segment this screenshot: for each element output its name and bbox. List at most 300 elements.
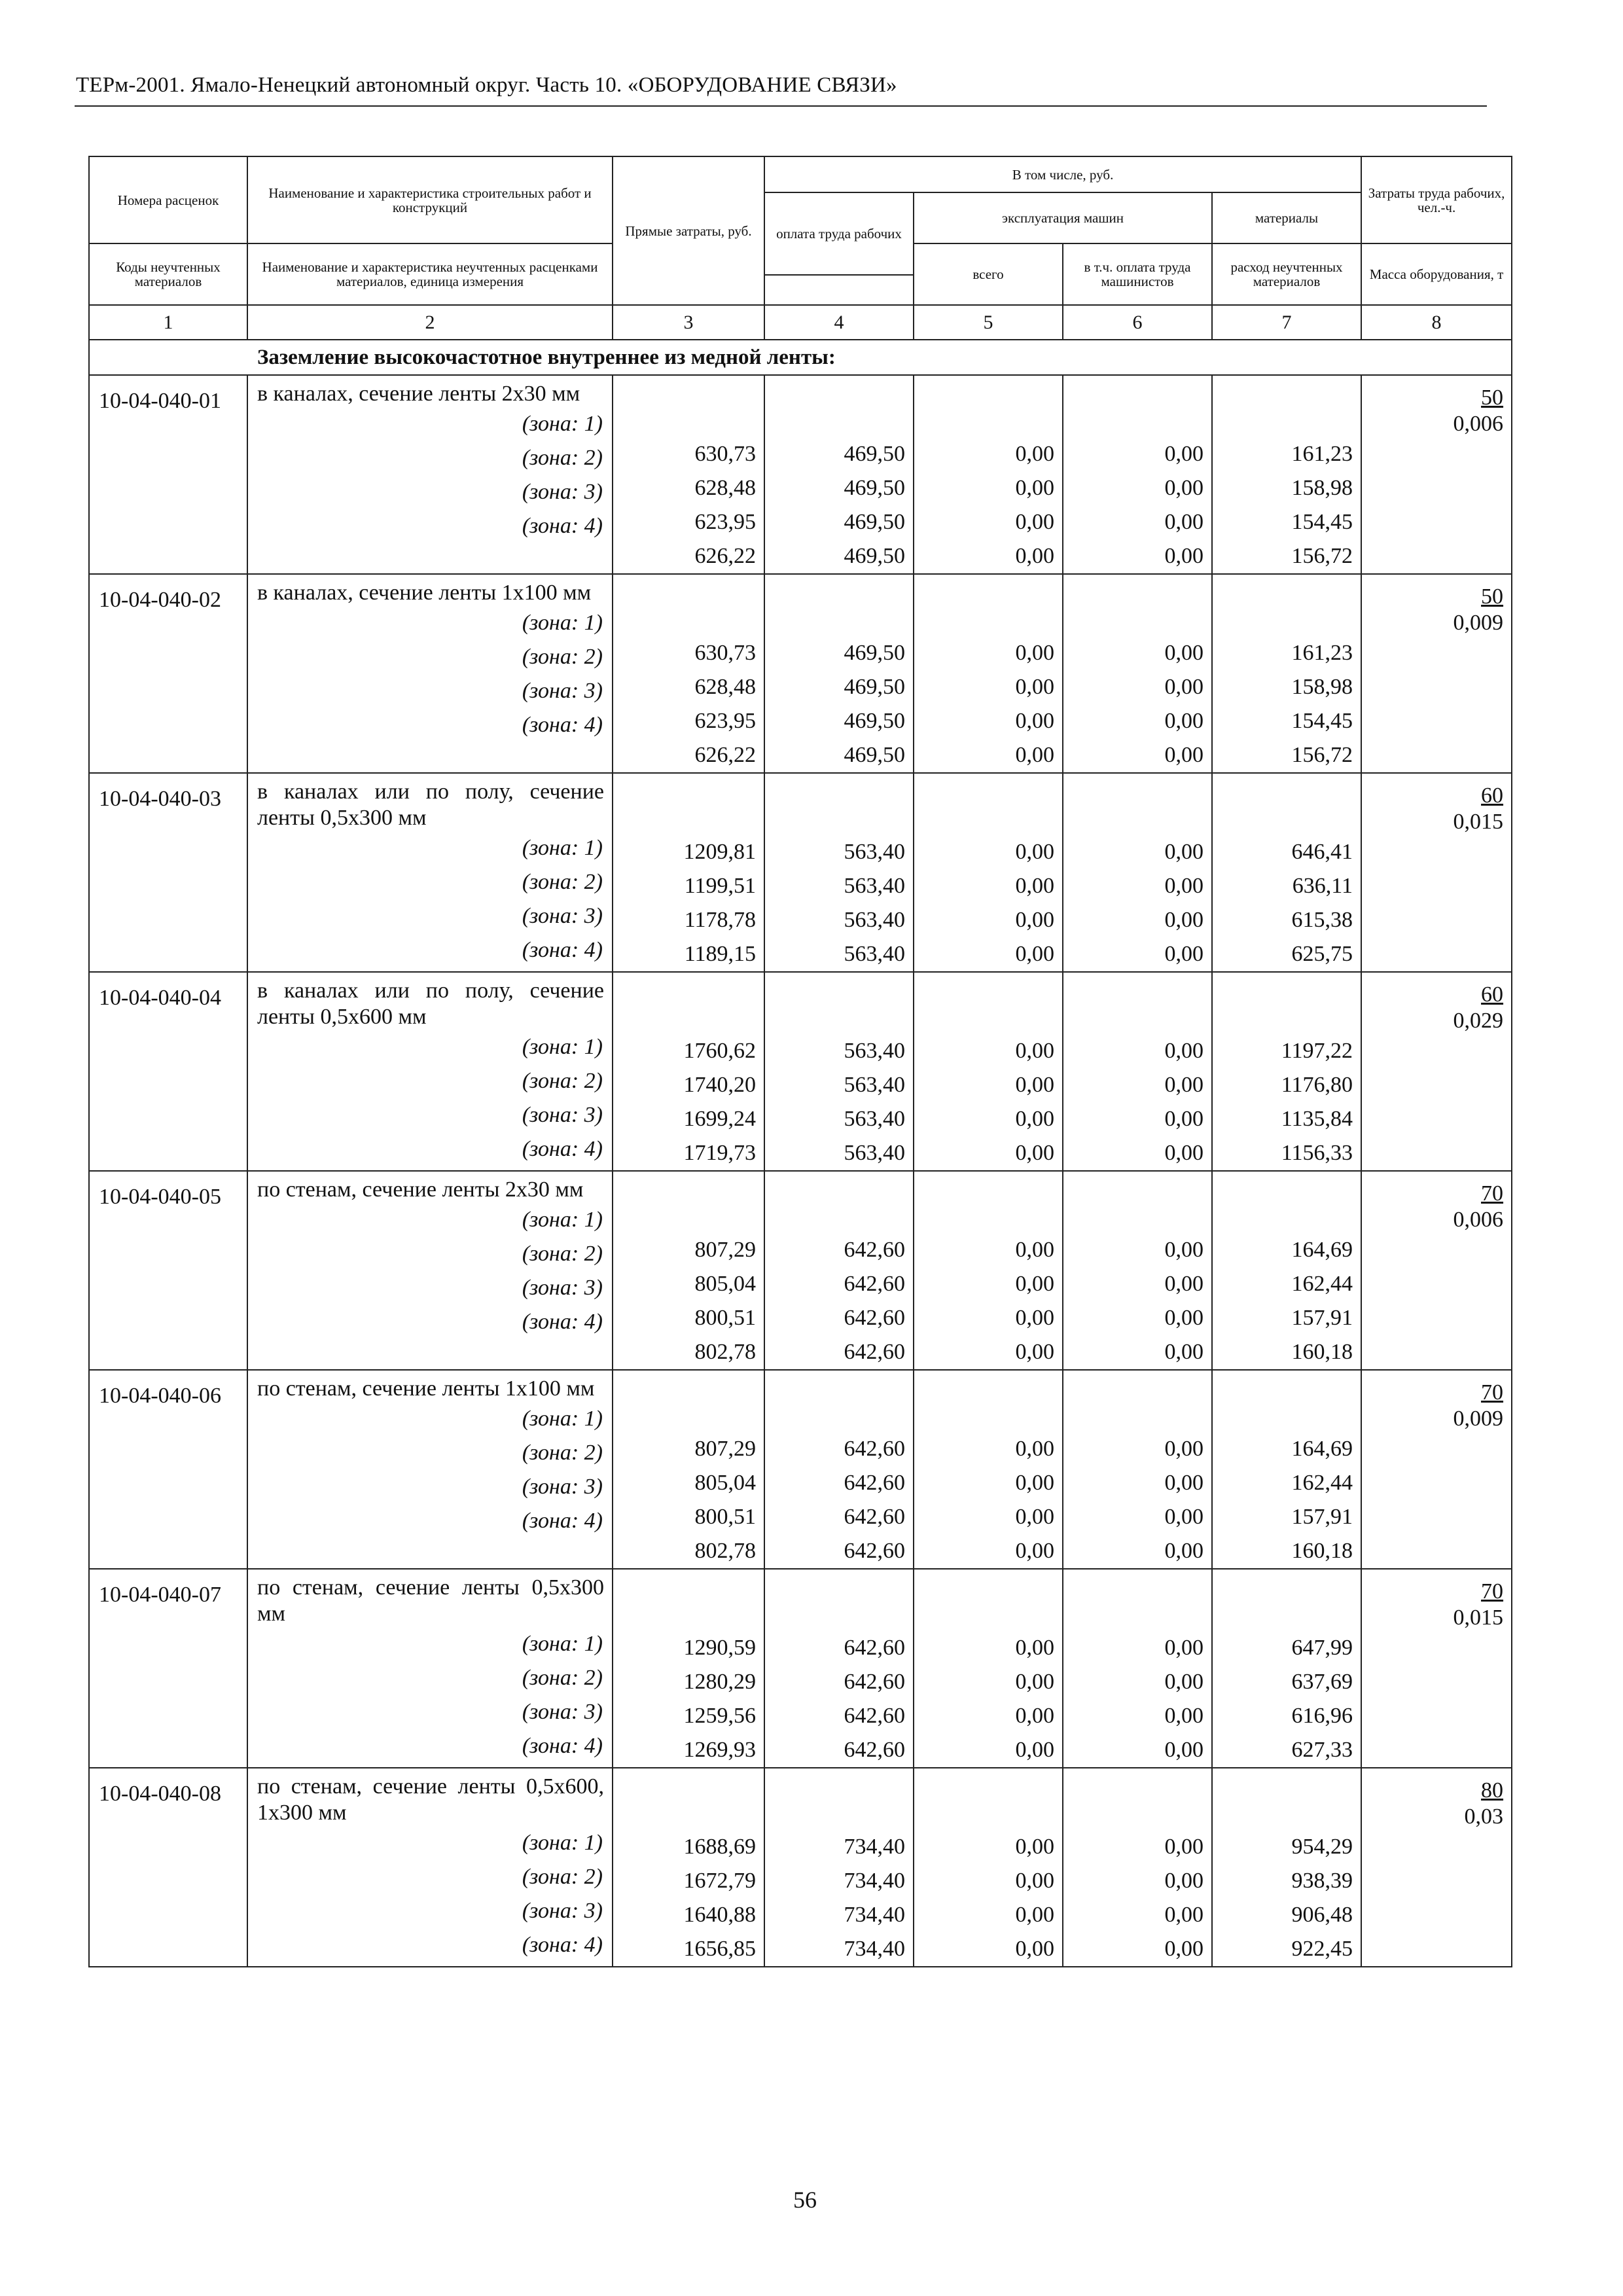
materials-value: 625,75	[1291, 942, 1353, 966]
operators-cell	[1063, 574, 1212, 773]
direct-value: 623,95	[694, 709, 756, 733]
spacer	[914, 1570, 1054, 1631]
direct-value: 1259,56	[683, 1704, 756, 1728]
column-number: 8	[1361, 305, 1512, 340]
labor-costs-value: 70	[1481, 1380, 1504, 1405]
machines-cell	[914, 1768, 1063, 1967]
direct-value: 1672,79	[683, 1869, 756, 1893]
header-work-name: Наименование и характеристика строительных работ и конструкций	[247, 156, 613, 243]
operators-value: 0,00	[1164, 840, 1204, 864]
rate-entry-row	[89, 1370, 1512, 1569]
direct-cell	[613, 972, 764, 1171]
wages-value: 469,50	[844, 675, 905, 699]
rate-code: 10-04-040-05	[89, 1171, 247, 1370]
operators-value: 0,00	[1164, 442, 1204, 466]
materials-cell	[1212, 773, 1361, 972]
machines-value: 0,00	[1015, 874, 1054, 898]
zone-label: (зона: 1)	[522, 1407, 603, 1431]
wages-value: 469,50	[844, 743, 905, 767]
spacer	[914, 376, 1054, 437]
rate-code: 10-04-040-07	[89, 1569, 247, 1768]
materials-value: 156,72	[1291, 544, 1353, 568]
direct-value: 630,73	[694, 641, 756, 665]
direct-value: 807,29	[694, 1437, 756, 1461]
operators-value: 0,00	[1164, 743, 1204, 767]
machines-value: 0,00	[1015, 1539, 1054, 1563]
wages-value: 563,40	[844, 840, 905, 864]
materials-cell	[1212, 1768, 1361, 1967]
direct-value: 805,04	[694, 1272, 756, 1296]
wages-value: 563,40	[844, 942, 905, 966]
materials-value: 646,41	[1291, 840, 1353, 864]
rate-description-cell	[247, 1370, 613, 1569]
machines-value: 0,00	[1015, 942, 1054, 966]
spacer	[1213, 575, 1353, 636]
header-equipment-mass: Масса оборудования, т	[1361, 243, 1512, 305]
labor-costs-value: 60	[1481, 982, 1504, 1007]
operators-value: 0,00	[1164, 675, 1204, 699]
rate-code: 10-04-040-06	[89, 1370, 247, 1569]
wages-value: 642,60	[844, 1340, 905, 1364]
zone-label: (зона: 1)	[522, 1632, 603, 1656]
direct-value: 1688,69	[683, 1835, 756, 1859]
spacer	[1213, 973, 1353, 1034]
spacer	[613, 376, 756, 437]
zone-label: (зона: 3)	[522, 1899, 603, 1923]
zone-label: (зона: 2)	[522, 1242, 603, 1266]
labor-mass-cell	[1361, 773, 1512, 972]
spacer	[765, 1371, 905, 1432]
labor-mass-cell	[1361, 1171, 1512, 1370]
operators-cell	[1063, 375, 1212, 574]
zone-label: (зона: 2)	[522, 1865, 603, 1889]
column-number: 6	[1063, 305, 1212, 340]
direct-cell	[613, 1171, 764, 1370]
header-labor-costs: Затраты труда рабочих, чел.-ч.	[1361, 156, 1512, 243]
rate-name: по стенам, сечение ленты 0,5х600, 1х300 мм	[257, 1774, 604, 1825]
operators-value: 0,00	[1164, 1636, 1204, 1660]
rate-description-cell	[247, 773, 613, 972]
materials-cell	[1212, 1569, 1361, 1768]
header-material-codes: Коды неучтенных материалов	[89, 243, 247, 305]
wages-value: 642,60	[844, 1704, 905, 1728]
materials-value: 158,98	[1291, 675, 1353, 699]
machines-value: 0,00	[1015, 840, 1054, 864]
header-machines-total: всего	[914, 243, 1063, 305]
operators-value: 0,00	[1164, 1437, 1204, 1461]
rate-name: по стенам, сечение ленты 0,5х300 мм	[257, 1575, 604, 1626]
wages-value: 563,40	[844, 1107, 905, 1131]
header-material-name: Наименование и характеристика неучтенных расценками материалов, единица измерения	[247, 243, 613, 305]
column-number: 5	[914, 305, 1063, 340]
rate-code: 10-04-040-08	[89, 1768, 247, 1967]
materials-value: 161,23	[1291, 641, 1353, 665]
rate-entry-row	[89, 375, 1512, 574]
direct-value: 1760,62	[683, 1039, 756, 1063]
spacer	[914, 575, 1054, 636]
direct-value: 805,04	[694, 1471, 756, 1495]
operators-value: 0,00	[1164, 1073, 1204, 1097]
equipment-mass-value: 0,015	[1453, 1605, 1504, 1630]
direct-value: 1290,59	[683, 1636, 756, 1660]
labor-costs-value: 70	[1481, 1181, 1504, 1206]
labor-mass-cell	[1361, 375, 1512, 574]
rate-entry-row	[89, 773, 1512, 972]
zone-label: (зона: 4)	[522, 713, 603, 737]
direct-value: 628,48	[694, 675, 756, 699]
rate-entry-row	[89, 1569, 1512, 1768]
direct-cell	[613, 375, 764, 574]
rate-description-cell	[247, 1768, 613, 1967]
machines-value: 0,00	[1015, 1107, 1054, 1131]
spacer	[613, 774, 756, 835]
direct-value: 800,51	[694, 1306, 756, 1330]
materials-value: 157,91	[1291, 1306, 1353, 1330]
wages-cell	[764, 375, 914, 574]
machines-value: 0,00	[1015, 1471, 1054, 1495]
materials-cell	[1212, 574, 1361, 773]
spacer	[613, 973, 756, 1034]
direct-value: 626,22	[694, 743, 756, 767]
machines-value: 0,00	[1015, 709, 1054, 733]
materials-value: 154,45	[1291, 709, 1353, 733]
operators-value: 0,00	[1164, 1107, 1204, 1131]
equipment-mass-value: 0,009	[1453, 1407, 1504, 1431]
rate-entry-row	[89, 972, 1512, 1171]
operators-cell	[1063, 972, 1212, 1171]
materials-value: 1135,84	[1281, 1107, 1353, 1131]
wages-value: 563,40	[844, 908, 905, 932]
materials-value: 1156,33	[1281, 1141, 1353, 1165]
spacer	[1063, 376, 1204, 437]
labor-costs-value: 60	[1481, 783, 1504, 808]
spacer	[765, 973, 905, 1034]
machines-value: 0,00	[1015, 1670, 1054, 1694]
wages-value: 642,60	[844, 1437, 905, 1461]
wages-value: 563,40	[844, 1039, 905, 1063]
materials-value: 636,11	[1292, 874, 1353, 898]
wages-cell	[764, 1370, 914, 1569]
column-number: 1	[89, 305, 247, 340]
spacer	[1063, 973, 1204, 1034]
rate-description-cell	[247, 1171, 613, 1370]
operators-cell	[1063, 1370, 1212, 1569]
labor-costs-value: 80	[1481, 1778, 1504, 1803]
operators-value: 0,00	[1164, 1306, 1204, 1330]
operators-value: 0,00	[1164, 709, 1204, 733]
equipment-mass-value: 0,009	[1453, 611, 1504, 635]
machines-value: 0,00	[1015, 1835, 1054, 1859]
zone-label: (зона: 1)	[522, 1831, 603, 1855]
wages-cell	[764, 1171, 914, 1370]
spacer	[765, 774, 905, 835]
materials-cell	[1212, 1171, 1361, 1370]
zone-label: (зона: 1)	[522, 611, 603, 635]
header-materials: материалы	[1212, 192, 1361, 243]
machines-value: 0,00	[1015, 1636, 1054, 1660]
section-row	[89, 340, 1512, 375]
machines-value: 0,00	[1015, 1306, 1054, 1330]
wages-value: 563,40	[844, 1141, 905, 1165]
wages-cell	[764, 1569, 914, 1768]
labor-costs-value: 70	[1481, 1579, 1504, 1604]
section-title: Заземление высокочастотное внутреннее из медной ленты:	[89, 340, 1512, 375]
wages-value: 642,60	[844, 1738, 905, 1762]
wages-value: 734,40	[844, 1869, 905, 1893]
rate-name: по стенам, сечение ленты 1х100 мм	[257, 1376, 595, 1401]
direct-value: 1699,24	[683, 1107, 756, 1131]
machines-value: 0,00	[1015, 476, 1054, 500]
materials-value: 627,33	[1291, 1738, 1353, 1762]
rate-description-cell	[247, 375, 613, 574]
materials-value: 938,39	[1291, 1869, 1353, 1893]
machines-cell	[914, 773, 1063, 972]
zone-label: (зона: 3)	[522, 480, 603, 504]
materials-value: 616,96	[1291, 1704, 1353, 1728]
operators-value: 0,00	[1164, 1471, 1204, 1495]
equipment-mass-value: 0,015	[1453, 810, 1504, 834]
spacer	[1213, 1570, 1353, 1631]
direct-value: 1199,51	[684, 874, 756, 898]
operators-cell	[1063, 1569, 1212, 1768]
operators-value: 0,00	[1164, 1937, 1204, 1961]
operators-cell	[1063, 1768, 1212, 1967]
wages-value: 642,60	[844, 1471, 905, 1495]
wages-value: 642,60	[844, 1670, 905, 1694]
spacer	[765, 1570, 905, 1631]
machines-value: 0,00	[1015, 1039, 1054, 1063]
machines-value: 0,00	[1015, 1869, 1054, 1893]
direct-value: 1178,78	[684, 908, 756, 932]
machines-cell	[914, 1370, 1063, 1569]
machines-cell	[914, 972, 1063, 1171]
equipment-mass-value: 0,006	[1453, 1208, 1504, 1232]
header-rule	[75, 105, 1487, 107]
materials-value: 160,18	[1291, 1340, 1353, 1364]
wages-value: 642,60	[844, 1238, 905, 1262]
materials-value: 906,48	[1291, 1903, 1353, 1927]
spacer	[1213, 774, 1353, 835]
direct-value: 626,22	[694, 544, 756, 568]
spacer	[1213, 1768, 1353, 1830]
operators-value: 0,00	[1164, 544, 1204, 568]
machines-value: 0,00	[1015, 1505, 1054, 1529]
wages-cell	[764, 972, 914, 1171]
machines-cell	[914, 1569, 1063, 1768]
zone-label: (зона: 2)	[522, 645, 603, 669]
wages-cell	[764, 574, 914, 773]
labor-mass-cell	[1361, 972, 1512, 1171]
direct-cell	[613, 773, 764, 972]
materials-value: 647,99	[1291, 1636, 1353, 1660]
wages-value: 734,40	[844, 1835, 905, 1859]
operators-value: 0,00	[1164, 908, 1204, 932]
zone-label: (зона: 4)	[522, 1310, 603, 1334]
zone-label: (зона: 2)	[522, 1441, 603, 1465]
materials-value: 161,23	[1291, 442, 1353, 466]
zone-label: (зона: 3)	[522, 1475, 603, 1499]
rate-name: в каналах или по полу, сечение ленты 0,5х300 мм	[257, 780, 604, 830]
header-rate-numbers: Номера расценок	[89, 156, 247, 243]
machines-value: 0,00	[1015, 641, 1054, 665]
direct-value: 1209,81	[683, 840, 756, 864]
operators-cell	[1063, 773, 1212, 972]
zone-label: (зона: 3)	[522, 904, 603, 928]
rates-table	[88, 156, 1512, 1967]
materials-value: 615,38	[1291, 908, 1353, 932]
labor-mass-cell	[1361, 1370, 1512, 1569]
spacer	[765, 1172, 905, 1233]
zone-label: (зона: 2)	[522, 1666, 603, 1690]
operators-value: 0,00	[1164, 1869, 1204, 1893]
wages-value: 469,50	[844, 510, 905, 534]
labor-costs-value: 50	[1481, 584, 1504, 609]
materials-cell	[1212, 1370, 1361, 1569]
wages-value: 563,40	[844, 874, 905, 898]
spacer	[1063, 774, 1204, 835]
direct-value: 1189,15	[684, 942, 756, 966]
direct-value: 802,78	[694, 1539, 756, 1563]
zone-label: (зона: 4)	[522, 514, 603, 538]
operators-value: 0,00	[1164, 1835, 1204, 1859]
materials-value: 162,44	[1291, 1272, 1353, 1296]
spacer	[1063, 1570, 1204, 1631]
zone-label: (зона: 4)	[522, 1734, 603, 1758]
operators-value: 0,00	[1164, 874, 1204, 898]
zone-label: (зона: 1)	[522, 1208, 603, 1232]
direct-cell	[613, 1569, 764, 1768]
operators-value: 0,00	[1164, 1670, 1204, 1694]
zone-label: (зона: 4)	[522, 1933, 603, 1957]
operators-value: 0,00	[1164, 1141, 1204, 1165]
spacer	[1063, 1172, 1204, 1233]
materials-cell	[1212, 375, 1361, 574]
wages-value: 642,60	[844, 1636, 905, 1660]
spacer	[613, 1371, 756, 1432]
header-direct-costs: Прямые затраты, руб.	[613, 156, 764, 305]
materials-cell	[1212, 972, 1361, 1171]
equipment-mass-value: 0,029	[1453, 1009, 1504, 1033]
materials-value: 164,69	[1291, 1437, 1353, 1461]
spacer	[1213, 376, 1353, 437]
materials-value: 1197,22	[1281, 1039, 1353, 1063]
wages-value: 734,40	[844, 1937, 905, 1961]
direct-cell	[613, 1370, 764, 1569]
wages-value: 469,50	[844, 544, 905, 568]
rate-name: в каналах, сечение ленты 2х30 мм	[257, 382, 580, 406]
spacer	[613, 1570, 756, 1631]
running-header: ТЕРм-2001. Ямало-Ненецкий автономный округ. Часть 10. «ОБОРУДОВАНИЕ СВЯЗИ»	[76, 73, 897, 97]
machines-value: 0,00	[1015, 1937, 1054, 1961]
zone-label: (зона: 2)	[522, 870, 603, 894]
wages-value: 642,60	[844, 1539, 905, 1563]
rate-description-cell	[247, 574, 613, 773]
zone-label: (зона: 4)	[522, 938, 603, 962]
equipment-mass-value: 0,03	[1464, 1804, 1504, 1829]
wages-cell	[764, 773, 914, 972]
zone-label: (зона: 2)	[522, 1069, 603, 1093]
spacer	[914, 1768, 1054, 1830]
operators-value: 0,00	[1164, 641, 1204, 665]
direct-value: 807,29	[694, 1238, 756, 1262]
spacer	[914, 973, 1054, 1034]
wages-value: 734,40	[844, 1903, 905, 1927]
direct-cell	[613, 1768, 764, 1967]
column-number: 4	[764, 305, 914, 340]
spacer	[914, 1172, 1054, 1233]
operators-value: 0,00	[1164, 1340, 1204, 1364]
spacer	[914, 774, 1054, 835]
rate-description-cell	[247, 1569, 613, 1768]
equipment-mass-value: 0,006	[1453, 412, 1504, 436]
wages-value: 642,60	[844, 1306, 905, 1330]
spacer	[1063, 1768, 1204, 1830]
spacer	[613, 575, 756, 636]
materials-value: 162,44	[1291, 1471, 1353, 1495]
machines-value: 0,00	[1015, 1272, 1054, 1296]
machines-cell	[914, 574, 1063, 773]
operators-value: 0,00	[1164, 1738, 1204, 1762]
direct-cell	[613, 574, 764, 773]
operators-value: 0,00	[1164, 476, 1204, 500]
wages-value: 642,60	[844, 1505, 905, 1529]
spacer	[613, 1768, 756, 1830]
column-number: 3	[613, 305, 764, 340]
labor-mass-cell	[1361, 1569, 1512, 1768]
wages-value: 469,50	[844, 476, 905, 500]
header-wages: оплата труда рабочих	[764, 192, 914, 275]
zone-label: (зона: 1)	[522, 1035, 603, 1059]
rate-code: 10-04-040-02	[89, 574, 247, 773]
column-numbers-row	[89, 305, 1512, 340]
machines-value: 0,00	[1015, 544, 1054, 568]
materials-value: 1176,80	[1281, 1073, 1353, 1097]
header-machine-operation: эксплуатация машин	[914, 192, 1212, 243]
machines-value: 0,00	[1015, 908, 1054, 932]
materials-value: 637,69	[1291, 1670, 1353, 1694]
rate-name: по стенам, сечение ленты 2х30 мм	[257, 1177, 584, 1202]
page-number: 56	[793, 2187, 817, 2213]
materials-value: 160,18	[1291, 1539, 1353, 1563]
rate-code: 10-04-040-03	[89, 773, 247, 972]
machines-value: 0,00	[1015, 743, 1054, 767]
spacer	[914, 1371, 1054, 1432]
rate-code: 10-04-040-04	[89, 972, 247, 1171]
machines-value: 0,00	[1015, 510, 1054, 534]
materials-value: 158,98	[1291, 476, 1353, 500]
direct-value: 1280,29	[683, 1670, 756, 1694]
header-unaccounted-materials: расход неучтенных материалов	[1212, 243, 1361, 305]
operators-value: 0,00	[1164, 1704, 1204, 1728]
operators-value: 0,00	[1164, 1272, 1204, 1296]
rate-name: в каналах или по полу, сечение ленты 0,5х600 мм	[257, 978, 604, 1029]
direct-value: 1640,88	[683, 1903, 756, 1927]
materials-value: 922,45	[1291, 1937, 1353, 1961]
rate-code: 10-04-040-01	[89, 375, 247, 574]
operators-value: 0,00	[1164, 1505, 1204, 1529]
rate-entry-row	[89, 574, 1512, 773]
materials-value: 954,29	[1291, 1835, 1353, 1859]
wages-cell	[764, 1768, 914, 1967]
zone-label: (зона: 4)	[522, 1137, 603, 1161]
operators-cell	[1063, 1171, 1212, 1370]
spacer	[765, 1768, 905, 1830]
machines-value: 0,00	[1015, 1073, 1054, 1097]
zone-label: (зона: 2)	[522, 446, 603, 470]
direct-value: 623,95	[694, 510, 756, 534]
zone-label: (зона: 1)	[522, 836, 603, 860]
rate-entry-row	[89, 1171, 1512, 1370]
